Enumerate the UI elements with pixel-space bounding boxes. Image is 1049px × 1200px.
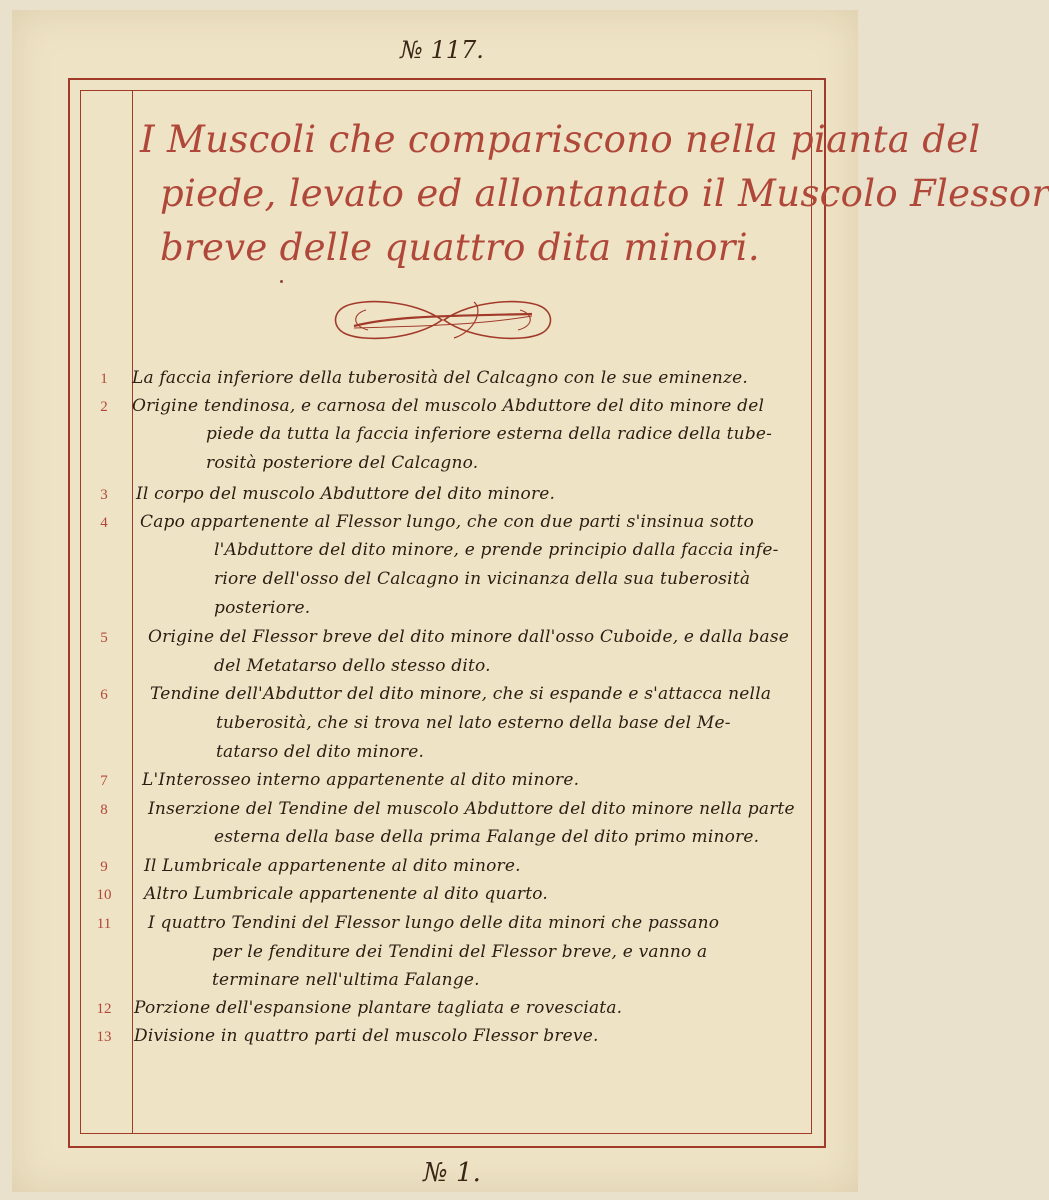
manuscript-page: [12, 10, 1049, 1192]
item-text-line: riore dell'osso del Calcagno in vicinanza della sua tuberosità: [214, 569, 751, 589]
item-number: 3: [100, 487, 108, 503]
item-text-line: Inserzione del Tendine del muscolo Abduttore del dito minore nella parte: [148, 799, 795, 819]
margin-rule: [132, 90, 133, 1134]
item-text-line: posteriore.: [214, 598, 311, 618]
item-number: 1: [100, 371, 108, 387]
item-text-line: l'Abduttore del dito minore, e prende principio dalla faccia infe-: [214, 540, 779, 560]
item-number: 5: [100, 630, 108, 646]
item-text-line: tatarso del dito minore.: [216, 742, 425, 762]
item-text-line: Il Lumbricale appartenente al dito minore.: [144, 856, 521, 876]
item-number: 4: [100, 515, 108, 531]
item-number: 11: [96, 916, 112, 932]
item-text-line: Tendine dell'Abduttor del dito minore, che si espande e s'attacca nella: [150, 684, 772, 704]
calligraphic-flourish-ornament: [324, 292, 562, 348]
item-text-line: Origine tendinosa, e carnosa del muscolo Abduttore del dito minore del: [132, 396, 765, 416]
item-number: 9: [100, 859, 108, 875]
item-text-line: del Metatarso dello stesso dito.: [214, 656, 491, 676]
item-text-line: Capo appartenente al Flessor lungo, che con due parti s'insinua sotto: [140, 512, 754, 532]
item-text-line: Altro Lumbricale appartenente al dito quarto.: [144, 884, 549, 904]
page-mark: № 1.: [423, 1158, 481, 1188]
item-number: 2: [100, 399, 108, 415]
item-text-line: esterna della base della prima Falange del dito primo minore.: [214, 827, 760, 847]
item-text-line: Divisione in quattro parti del muscolo Flessor breve.: [134, 1026, 599, 1046]
item-number: 10: [96, 887, 112, 903]
item-text-line: per le fenditure dei Tendini del Flessor breve, e vanno a: [212, 942, 708, 962]
ink-dot: [280, 280, 283, 283]
item-text-line: Porzione dell'espansione plantare tagliata e rovesciata.: [134, 998, 623, 1018]
item-text-line: terminare nell'ultima Falange.: [212, 970, 480, 990]
item-number: 13: [96, 1029, 112, 1045]
item-text-line: Origine del Flessor breve del dito minore dall'osso Cuboide, e dalla base: [148, 627, 790, 647]
item-number: 6: [100, 687, 108, 703]
item-text-line: La faccia inferiore della tuberosità del Calcagno con le sue eminenze.: [132, 368, 749, 388]
page-title: [140, 113, 1049, 275]
item-number: 8: [100, 802, 108, 818]
title-line: breve delle quattro dita minori.: [160, 226, 760, 269]
item-text-line: tuberosità, che si trova nel lato esterno della base del Me-: [216, 713, 731, 733]
item-number: 12: [96, 1001, 112, 1017]
folio-number: № 117.: [400, 36, 484, 64]
title-line: I Muscoli che compariscono nella pianta del: [140, 118, 981, 161]
item-text-line: piede da tutta la faccia inferiore esterna della radice della tube-: [206, 424, 773, 444]
item-number: 7: [100, 773, 108, 789]
item-text-line: L'Interosseo interno appartenente al dito minore.: [142, 770, 580, 790]
item-text-line: Il corpo del muscolo Abduttore del dito minore.: [136, 484, 556, 504]
item-text-line: I quattro Tendini del Flessor lungo delle dita minori che passano: [148, 913, 720, 933]
item-text-line: rosità posteriore del Calcagno.: [206, 453, 479, 473]
title-line: piede, levato ed allontanato il Muscolo Flessor: [160, 172, 1049, 215]
